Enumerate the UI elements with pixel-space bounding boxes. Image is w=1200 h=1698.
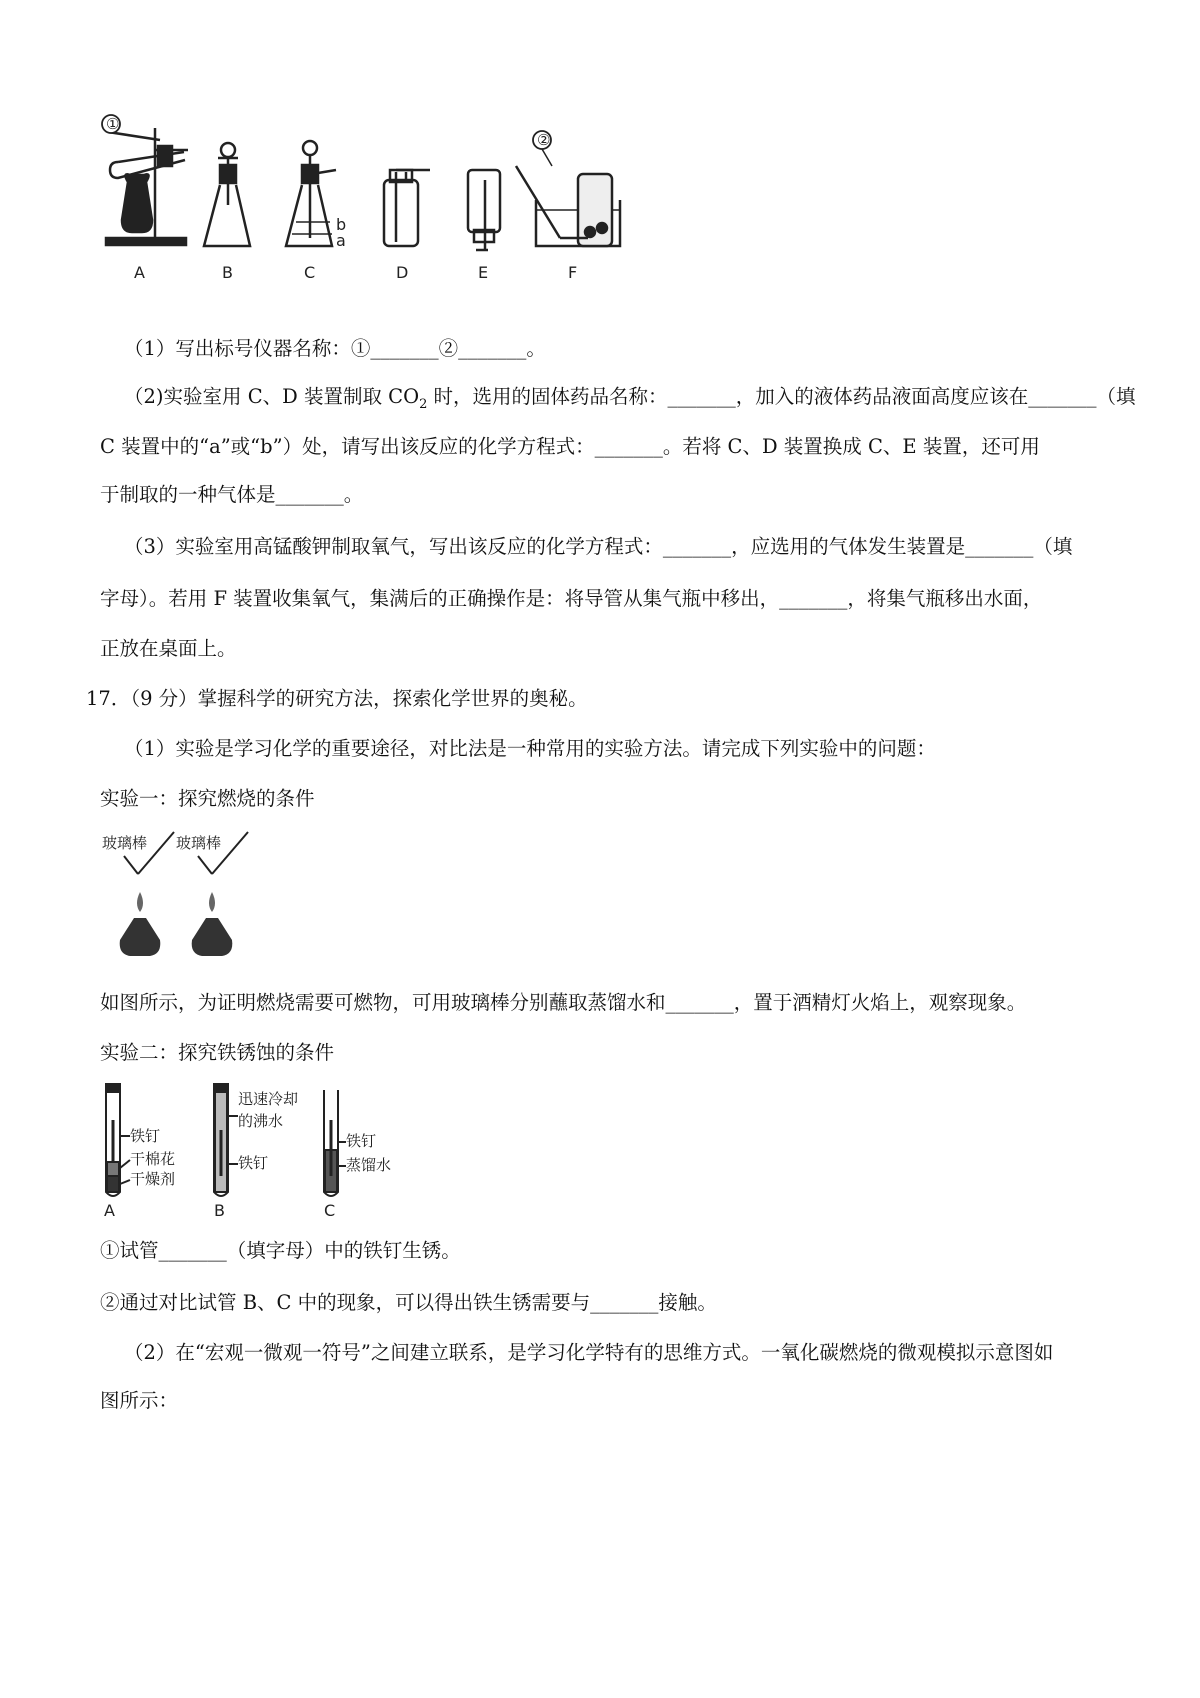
tube-label-a: A <box>104 1201 115 1220</box>
svg-text:①: ① <box>106 115 120 133</box>
q16-part2-line3: 于制取的一种气体是_______。 <box>100 483 364 506</box>
apparatus-label-c: C <box>304 263 316 282</box>
combustion-experiment-figure <box>100 830 270 970</box>
lab-apparatus-figure <box>100 110 660 310</box>
svg-text:②: ② <box>537 131 551 149</box>
experiment2-title: 实验二：探究铁锈蚀的条件 <box>100 1041 335 1064</box>
alcohol-lamp-2 <box>192 892 233 956</box>
alcohol-lamp-1 <box>120 892 161 956</box>
marker-1 <box>102 115 120 133</box>
q17-part1: （1）实验是学习化学的重要途径，对比法是一种常用的实验方法。请完成下列实验中的问题： <box>124 737 936 760</box>
experiment2-question2: ②通过对比试管 B、C 中的现象，可以得出铁生锈需要与_______接触。 <box>100 1291 717 1314</box>
q17-part2-line1: （2）在“宏观一微观一符号”之间建立联系，是学习化学特有的思维方式。一氧化碳燃烧的微观模拟示意图如 <box>124 1341 1054 1364</box>
tube-a-cotton-label: 干棉花 <box>130 1150 176 1168</box>
apparatus-label-f: F <box>568 263 578 282</box>
q16-part3-line1: （3）实验室用高锰酸钾制取氧气，写出该反应的化学方程式：_______，应选用的气体发生装置是_______（填 <box>124 535 1073 558</box>
marker-2 <box>533 131 551 149</box>
tube-label-c: C <box>324 1201 336 1220</box>
q17-part2-line2: 图所示： <box>100 1389 179 1412</box>
iron-rusting-figure <box>100 1080 420 1220</box>
tube-a-iron-nail-label: 铁钉 <box>130 1127 161 1145</box>
q16-part3-line2: 字母）。若用 F 装置收集氧气，集满后的正确操作是：将导管从集气瓶中移出，_______，将集气瓶移出水面， <box>100 587 1043 610</box>
label-b: b <box>336 215 347 234</box>
experiment2-question1: ①试管_______（填字母）中的铁钉生锈。 <box>100 1239 461 1262</box>
apparatus-label-a: A <box>134 263 145 282</box>
label-a: a <box>336 231 346 250</box>
q16-part1: （1）写出标号仪器名称：①_______②_______。 <box>124 337 546 360</box>
glass-rod-label-2: 玻璃棒 <box>176 834 222 852</box>
q16-part2-line1: （2)实验室用 C、D 装置制取 $CO_2$ 时，选用的固体药品名称：_______，加入的液体药品液面高度应该在_______（填 <box>124 385 1136 412</box>
apparatus-label-e: E <box>478 263 489 282</box>
tube-b-boiled-water-label-1: 迅速冷却 <box>238 1090 299 1108</box>
apparatus-label-d: D <box>396 263 409 282</box>
tube-label-b: B <box>214 1201 225 1220</box>
apparatus-label-b: B <box>222 263 233 282</box>
q16-part2-line2: C 装置中的“a”或“b”）处，请写出该反应的化学方程式：_______。若将 C、D 装置换成 C、E 装置，还可用 <box>100 435 1040 458</box>
tube-b-boiled-water-label-2: 的沸水 <box>238 1112 284 1130</box>
tube-b-iron-nail-label: 铁钉 <box>238 1154 269 1172</box>
tube-c-water-label: 蒸馏水 <box>346 1156 392 1174</box>
experiment1-title: 实验一：探究燃烧的条件 <box>100 787 315 810</box>
tube-a-desiccant-label: 干燥剂 <box>130 1170 176 1188</box>
q16-part3-line3: 正放在桌面上。 <box>100 637 237 660</box>
experiment1-question: 如图所示，为证明燃烧需要可燃物，可用玻璃棒分别蘸取蒸馏水和_______，置于酒精灯火焰上，观察现象。 <box>100 991 1027 1014</box>
glass-rod-label-1: 玻璃棒 <box>102 834 148 852</box>
q17-heading: 17．（9 分）掌握科学的研究方法，探索化学世界的奥秘。 <box>86 687 588 710</box>
tube-c-iron-nail-label: 铁钉 <box>346 1132 377 1150</box>
